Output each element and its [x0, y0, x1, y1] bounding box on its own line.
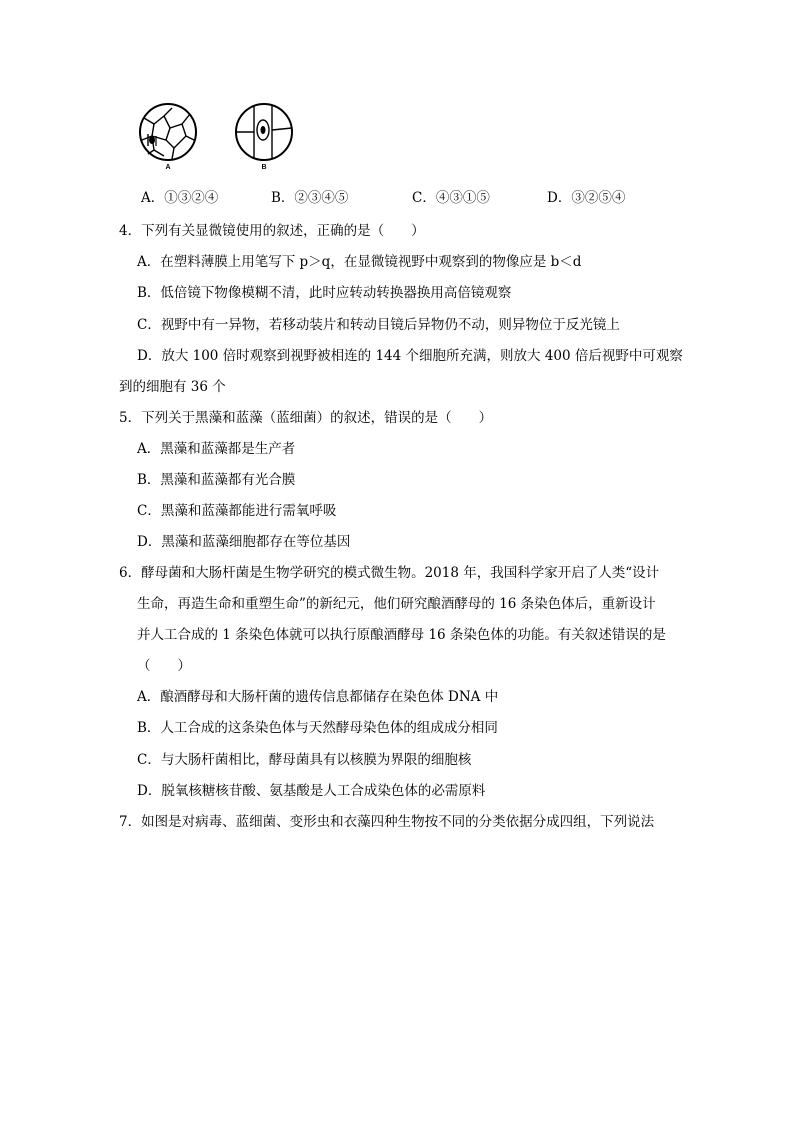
q5-option-d: D．黑藻和蓝藻细胞都存在等位基因 — [137, 534, 351, 550]
q4-option-c: C．视野中有一异物，若移动装片和转动目镜后异物仍不动，则异物位于反光镜上 — [137, 317, 620, 333]
q5-stem: 5．下列关于黑藻和蓝藻（蓝细菌）的叙述，错误的是（ ） — [119, 410, 493, 426]
q6-option-d: D．脱氧核糖核苷酸、氨基酸是人工合成染色体的必需原料 — [137, 783, 486, 799]
cell-field-a-diagram — [136, 102, 200, 164]
q3-option-b: B．②③④⑤ — [271, 190, 349, 206]
q3-option-c: C．④③①⑤ — [412, 190, 490, 206]
cell-field-b-diagram — [232, 102, 296, 164]
q3-figure — [136, 102, 306, 176]
q3-option-d: D．③②⑤④ — [547, 190, 626, 206]
figure-b — [232, 102, 296, 176]
q6-option-a: A．酿酒酵母和大肠杆菌的遗传信息都储存在染色体 DNA 中 — [137, 689, 499, 705]
q3-option-a: A．①③②④ — [141, 190, 219, 206]
q6-stem-line-2: 生命，再造生命和重塑生命”的新纪元，他们研究酿酒酵母的 16 条染色体后，重新设计 — [137, 596, 656, 612]
q4-option-d: D．放大 100 倍时观察到视野被相连的 144 个细胞所充满，则放大 400 倍后视野中可观察 — [137, 348, 683, 364]
q4-option-b: B．低倍镜下物像模糊不清，此时应转动转换器换用高倍镜观察 — [137, 285, 512, 301]
q5-option-a: A．黑藻和蓝藻都是生产者 — [137, 441, 296, 457]
q7-stem: 7．如图是对病毒、蓝细菌、变形虫和衣藻四种生物按不同的分类依据分成四组，下列说法 — [119, 814, 655, 830]
q6-stem-line-3: 并人工合成的 1 条染色体就可以执行原酿酒酵母 16 条染色体的功能。有关叙述错误的是 — [137, 627, 666, 643]
q3-options — [141, 186, 661, 206]
q6-stem-line-1: 6．酵母菌和大肠杆菌是生物学研究的模式微生物。2018 年，我国科学家开启了人类“设计 — [119, 565, 660, 581]
q5-option-c: C．黑藻和蓝藻都能进行需氧呼吸 — [137, 503, 337, 519]
q6-option-c: C．与大肠杆菌相比，酵母菌具有以核膜为界限的细胞核 — [137, 752, 472, 768]
figure-label-a: A — [165, 164, 171, 171]
q4-stem: 4．下列有关显微镜使用的叙述，正确的是（ ） — [119, 223, 425, 239]
q5-option-b: B．黑藻和蓝藻都有光合膜 — [137, 472, 296, 488]
q4-option-a: A．在塑料薄膜上用笔写下 p＞q，在显微镜视野中观察到的物像应是 b＜d — [137, 254, 582, 270]
q4-option-d-continuation: 到的细胞有 36 个 — [119, 379, 226, 395]
q6-stem-line-4: （ ） — [137, 658, 191, 674]
q6-option-b: B．人工合成的这条染色体与天然酵母染色体的组成成分相同 — [137, 720, 498, 736]
figure-a — [136, 102, 200, 176]
figure-label-b: B — [261, 164, 267, 171]
